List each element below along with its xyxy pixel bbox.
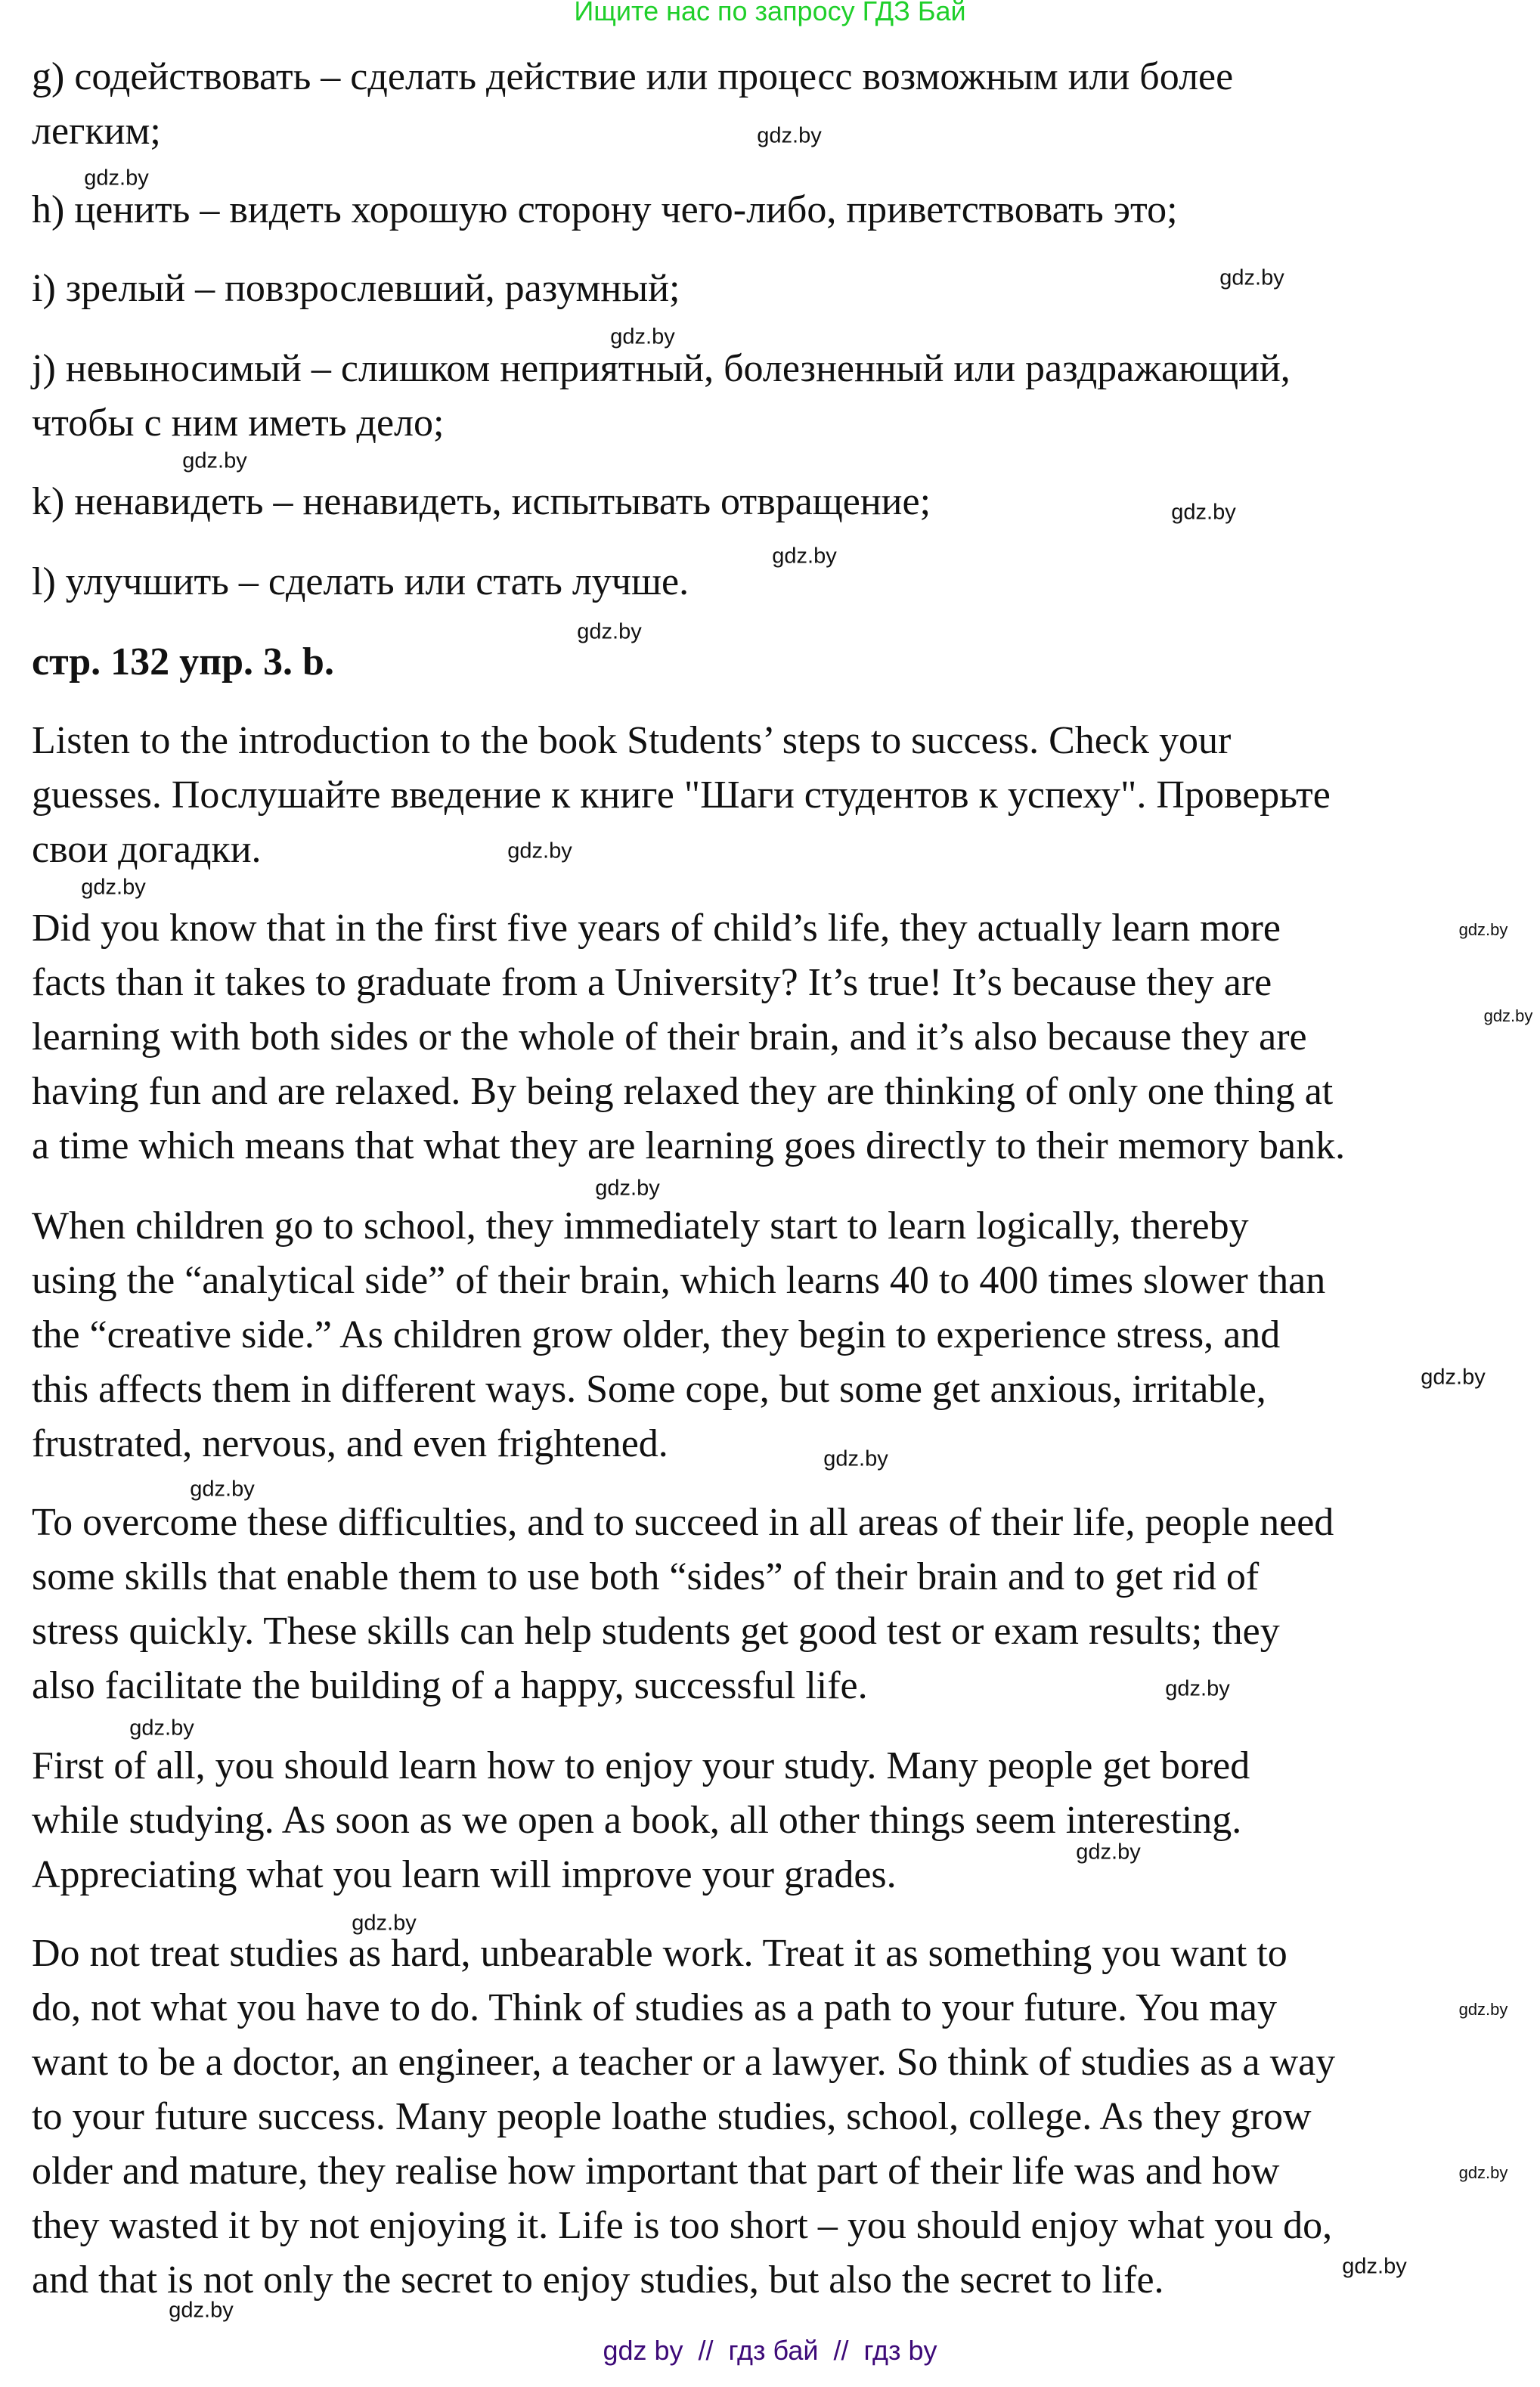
text-line: while studying. As soon as we open a book, all other things seem interesting. bbox=[32, 1799, 1242, 1842]
text-line: want to be a doctor, an engineer, a teacher or a lawyer. So think of studies as a way bbox=[32, 2041, 1336, 2084]
watermark: gdz.by bbox=[1458, 920, 1508, 939]
watermark: gdz.by bbox=[772, 544, 837, 569]
text-line: frustrated, nervous, and even frightened. bbox=[32, 1422, 668, 1465]
text-line: j) невыносимый – слишком неприятный, болезненный или раздражающий, bbox=[32, 347, 1291, 390]
text-line: To overcome these difficulties, and to succeed in all areas of their life, people need bbox=[32, 1501, 1334, 1544]
text-line: Listen to the introduction to the book Students’ steps to success. Check your bbox=[32, 719, 1232, 762]
text-line: stress quickly. These skills can help students get good test or exam results; they bbox=[32, 1610, 1280, 1653]
text-line: Did you know that in the first five years of child’s life, they actually learn more bbox=[32, 907, 1281, 950]
text-line: older and mature, they realise how important that part of their life was and how bbox=[32, 2150, 1280, 2193]
site-banner: Ищите нас по запросу ГДЗ Бай bbox=[574, 0, 966, 26]
text-line: facts than it takes to graduate from a University? It’s true! It’s because they are bbox=[32, 961, 1272, 1004]
watermark: gdz.by bbox=[81, 875, 146, 900]
text-line: l) улучшить – сделать или стать лучше. bbox=[32, 560, 689, 603]
watermark: gdz.by bbox=[129, 1716, 194, 1741]
watermark: gdz.by bbox=[352, 1911, 417, 1936]
watermark: gdz.by bbox=[1483, 1006, 1533, 1025]
site-footer: gdz by // гдз бай // гдз by bbox=[603, 2335, 937, 2366]
watermark: gdz.by bbox=[507, 839, 572, 863]
text-line: a time which means that what they are learning goes directly to their memory bank. bbox=[32, 1124, 1346, 1167]
watermark: gdz.by bbox=[595, 1176, 660, 1201]
text-line: свои догадки. bbox=[32, 828, 262, 871]
watermark: gdz.by bbox=[190, 1477, 255, 1502]
text-line: and that is not only the secret to enjoy studies, but also the secret to life. bbox=[32, 2258, 1164, 2302]
watermark: gdz.by bbox=[84, 166, 149, 191]
text-line: they wasted it by not enjoying it. Life is too short – you should enjoy what you do, bbox=[32, 2204, 1333, 2247]
watermark: gdz.by bbox=[1219, 265, 1284, 290]
watermark: gdz.by bbox=[1421, 1365, 1486, 1390]
watermark: gdz.by bbox=[182, 448, 247, 473]
text-line: легким; bbox=[32, 110, 161, 153]
text-line: guesses. Послушайте введение к книге "Шаги студентов к успеху". Проверьте bbox=[32, 773, 1331, 817]
text-line: using the “analytical side” of their brain, which learns 40 to 400 times slower than bbox=[32, 1259, 1326, 1302]
text-line: this affects them in different ways. Some cope, but some get anxious, irritable, bbox=[32, 1368, 1266, 1411]
watermark: gdz.by bbox=[1171, 500, 1236, 525]
text-line: Do not treat studies as hard, unbearable work. Treat it as something you want to bbox=[32, 1932, 1287, 1975]
text-line: having fun and are relaxed. By being relaxed they are thinking of only one thing at bbox=[32, 1070, 1334, 1113]
watermark: gdz.by bbox=[1076, 1840, 1141, 1865]
text-line: some skills that enable them to use both “sides” of their brain and to get rid of bbox=[32, 1555, 1260, 1598]
watermark: gdz.by bbox=[169, 2298, 234, 2323]
text-line: k) ненавидеть – ненавидеть, испытывать отвращение; bbox=[32, 480, 931, 523]
watermark: gdz.by bbox=[757, 123, 822, 148]
watermark: gdz.by bbox=[610, 324, 675, 349]
watermark: gdz.by bbox=[1165, 1676, 1230, 1701]
watermark: gdz.by bbox=[823, 1446, 888, 1471]
text-line: i) зрелый – повзрослевший, разумный; bbox=[32, 267, 680, 310]
text-line: also facilitate the building of a happy, successful life. bbox=[32, 1664, 868, 1707]
exercise-heading: стр. 132 упр. 3. b. bbox=[32, 640, 334, 684]
text-line: When children go to school, they immediately start to learn logically, thereby bbox=[32, 1204, 1249, 1248]
text-line: чтобы с ним иметь дело; bbox=[32, 401, 445, 445]
watermark: gdz.by bbox=[1458, 2163, 1508, 2182]
watermark: gdz.by bbox=[577, 619, 642, 644]
watermark: gdz.by bbox=[1342, 2254, 1407, 2279]
text-line: the “creative side.” As children grow older, they begin to experience stress, and bbox=[32, 1313, 1281, 1356]
text-line: g) содействовать – сделать действие или процесс возможным или более bbox=[32, 55, 1234, 98]
text-line: learning with both sides or the whole of their brain, and it’s also because they are bbox=[32, 1015, 1307, 1059]
watermark: gdz.by bbox=[1458, 2000, 1508, 2019]
text-line: First of all, you should learn how to enjoy your study. Many people get bored bbox=[32, 1744, 1250, 1787]
text-line: do, not what you have to do. Think of studies as a path to your future. You may bbox=[32, 1986, 1277, 2029]
text-line: h) ценить – видеть хорошую сторону чего-либо, приветствовать это; bbox=[32, 188, 1178, 231]
text-line: to your future success. Many people loathe studies, school, college. As they grow bbox=[32, 2095, 1312, 2138]
text-line: Appreciating what you learn will improve your grades. bbox=[32, 1853, 897, 1896]
